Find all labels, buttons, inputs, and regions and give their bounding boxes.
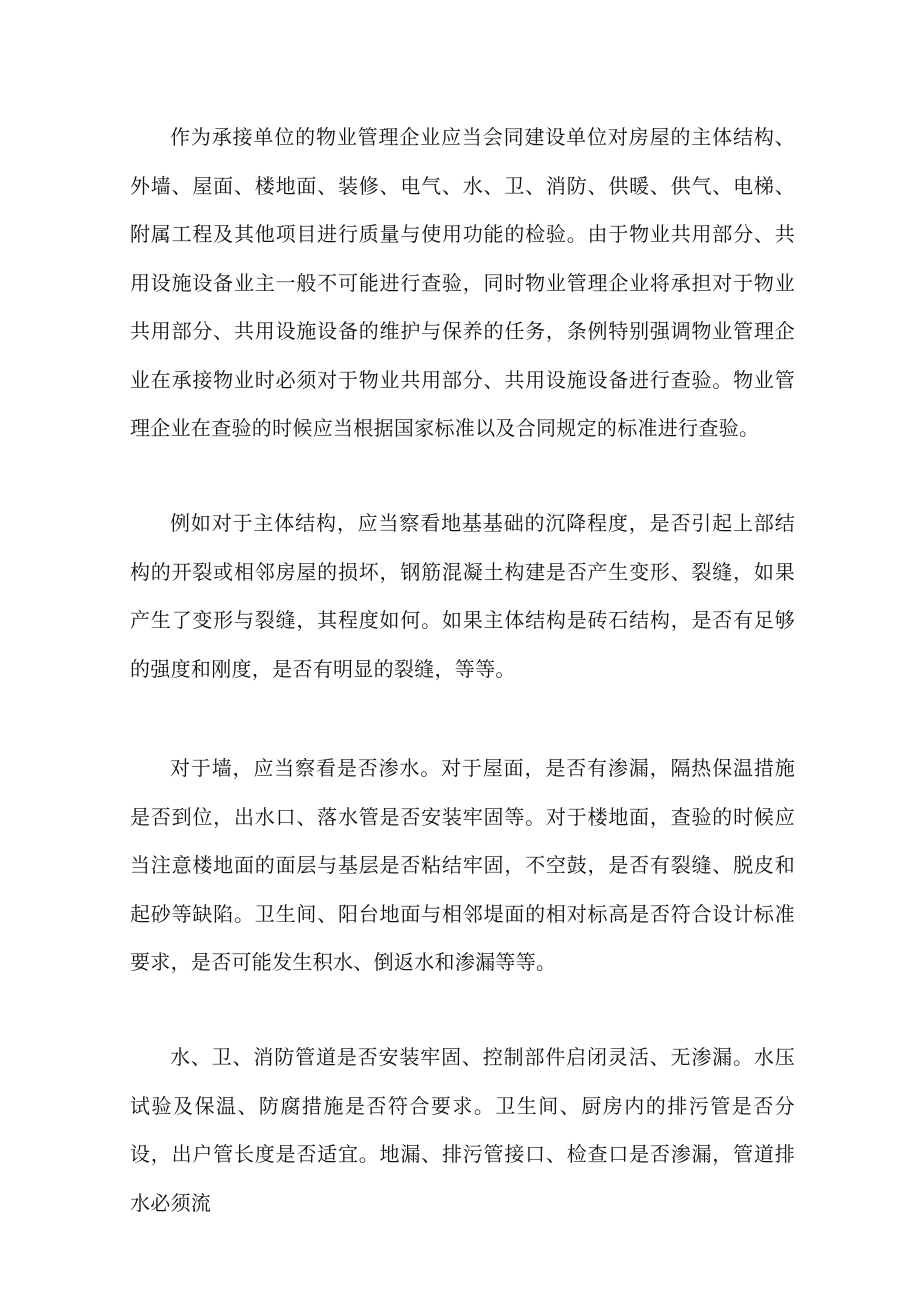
- paragraph-plumbing-fire: 水、卫、消防管道是否安装牢固、控制部件启闭灵活、无渗漏。水压试验及保温、防腐措施是否符合要求。卫生间、厨房内的排污管是否分设，出户管长度是否适宜。地漏、排污管接口、检查口是否渗漏，管道排水必须流: [130, 1045, 795, 1215]
- paragraph-walls-roof-floor: 对于墙，应当察看是否渗水。对于屋面，是否有渗漏，隔热保温措施是否到位，出水口、落水管是否安装牢固等。对于楼地面，查验的时候应当注意楼地面的面层与基层是否粘结牢固，不空鼓，是否有裂缝、脱皮和起砂等缺陷。卫生间、阳台地面与相邻堤面的相对标高是否符合设计标准要求，是否可能发生积水、倒返水和渗漏等等。: [130, 756, 795, 974]
- paragraph-handover-inspection: 作为承接单位的物业管理企业应当会同建设单位对房屋的主体结构、外墙、屋面、楼地面、装修、电气、水、卫、消防、供暖、供气、电梯、附属工程及其他项目进行质量与使用功能的检验。由于物业共用部分、共用设施设备业主一般不可能进行查验，同时物业管理企业将承担对于物业共用部分、共用设施设备的维护与保养的任务，条例特别强调物业管理企业在承接物业时必须对于物业共用部分、共用设施设备进行查验。物业管理企业在查验的时候应当根据国家标准以及合同规定的标准进行查验。: [130, 125, 795, 440]
- paragraph-main-structure: 例如对于主体结构，应当察看地基基础的沉降程度，是否引起上部结构的开裂或相邻房屋的损坏，钢筋混凝土构建是否产生变形、裂缝，如果产生了变形与裂缝，其程度如何。如果主体结构是砖石结构，是否有足够的强度和刚度，是否有明显的裂缝，等等。: [130, 511, 795, 681]
